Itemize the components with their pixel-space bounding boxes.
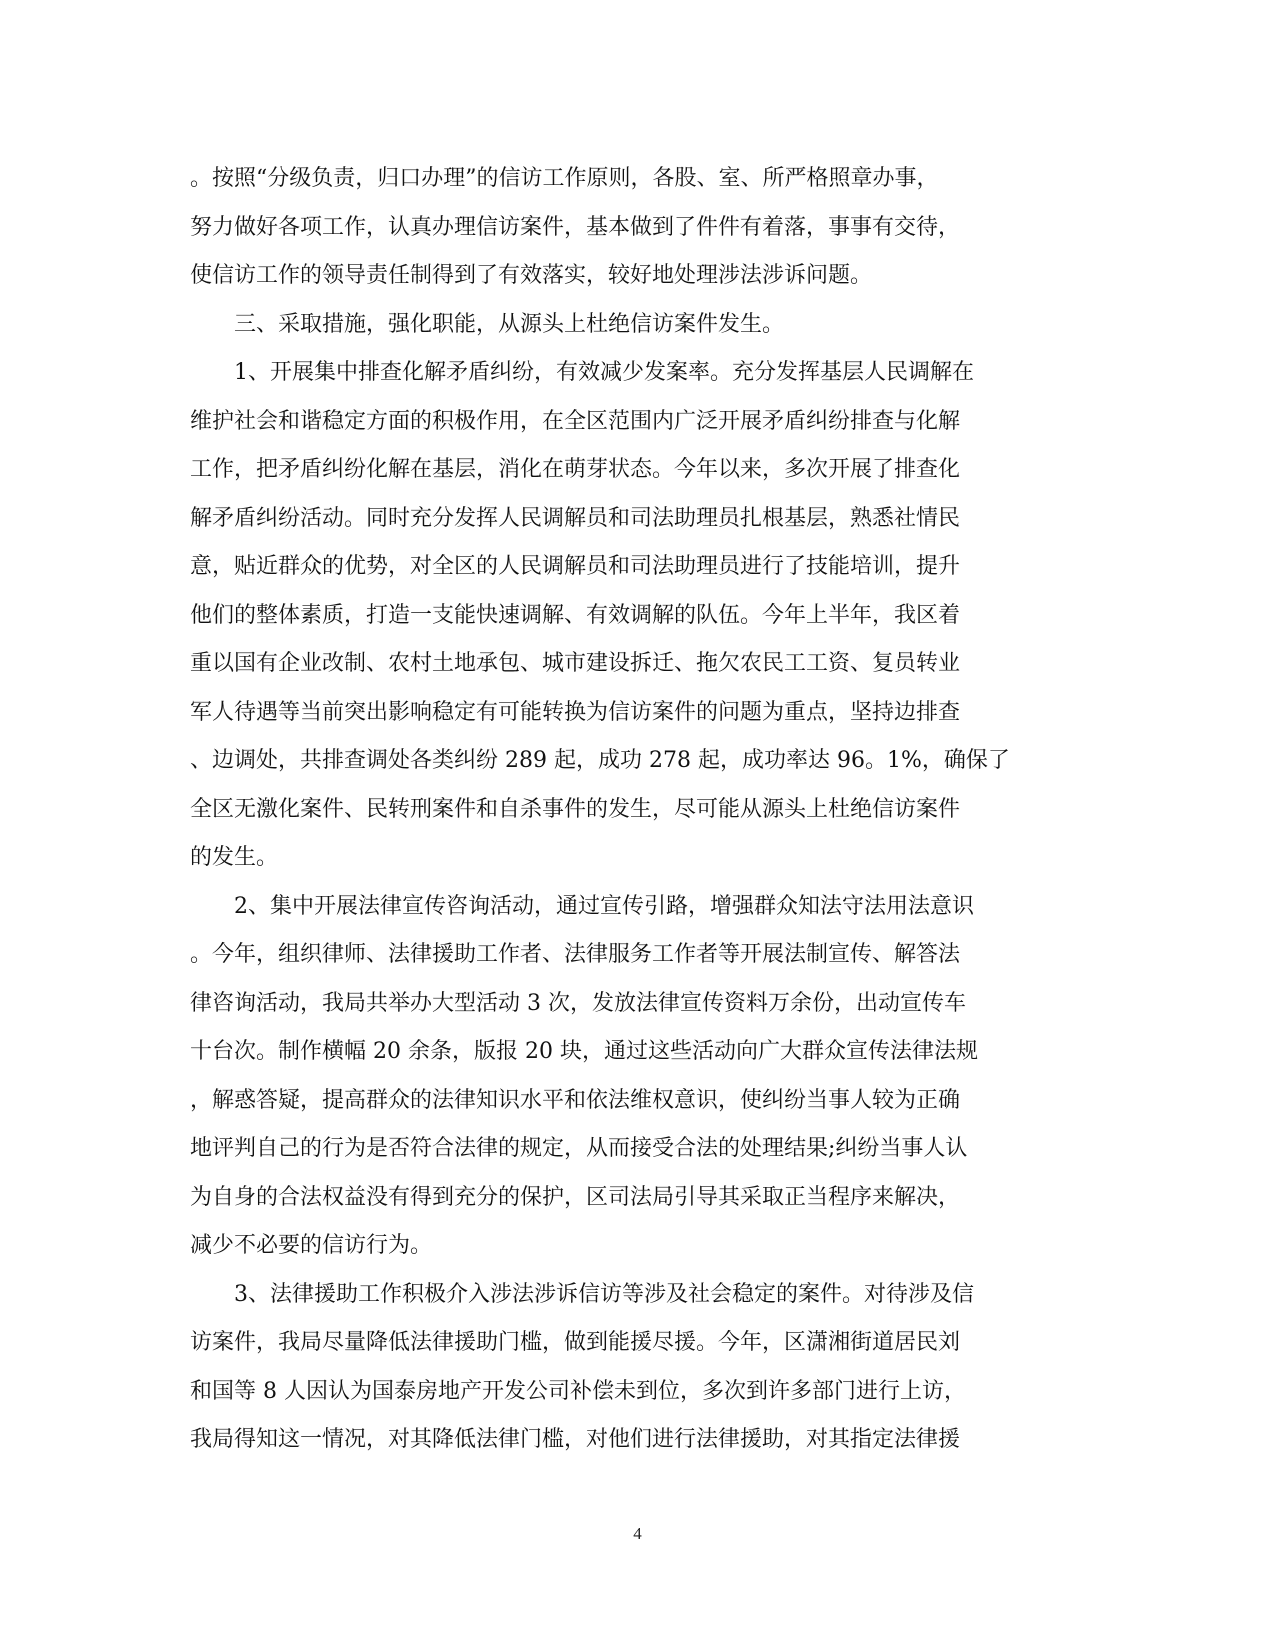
text-line: 3、法律援助工作积极介入涉法涉诉信访等涉及社会稳定的案件。对待涉及信	[234, 1281, 974, 1307]
text-line: 的发生。	[190, 845, 279, 870]
text-line: 使信访工作的领导责任制得到了有效落实，较好地处理涉法涉诉问题。	[190, 263, 873, 288]
text-line: 解矛盾纠纷活动。同时充分发挥人民调解员和司法助理员扎根基层，熟悉社情民	[190, 505, 961, 531]
text-line: 他们的整体素质，打造一支能快速调解、有效调解的队伍。今年上半年，我区着	[190, 602, 961, 628]
body-text	[190, 155, 1080, 1465]
text-line: ，解惑答疑，提高群众的法律知识水平和依法维权意识，使纠纷当事人较为正确	[190, 1087, 961, 1113]
text-line: 、边调处，共排查调处各类纠纷 289 起，成功 278 起，成功率达 96。1%，确保了	[190, 748, 1010, 773]
paragraph-continuation	[190, 155, 1080, 301]
text-line: 工作，把矛盾纠纷化解在基层，消化在萌芽状态。今年以来，多次开展了排查化	[190, 457, 961, 482]
text-line: 十台次。制作横幅 20 余条，版报 20 块，通过这些活动向广大群众宣传法律法规	[190, 1039, 978, 1064]
text-line: 军人待遇等当前突出影响稳定有可能转换为信访案件的问题为重点，坚持边排查	[190, 699, 961, 725]
text-line: 全区无激化案件、民转刑案件和自杀事件的发生，尽可能从源头上杜绝信访案件	[190, 796, 961, 822]
text-line: 2、集中开展法律宣传咨询活动，通过宣传引路，增强群众知法守法用法意识	[234, 893, 974, 919]
text-line: 减少不必要的信访行为。	[190, 1233, 433, 1258]
text-line: 。按照“分级负责，归口办理”的信访工作原则，各股、室、所严格照章办事，	[190, 166, 939, 191]
text-line: 访案件，我局尽量降低法律援助门槛，做到能援尽援。今年，区潇湘街道居民刘	[190, 1330, 961, 1355]
paragraph-item-1	[190, 349, 1080, 883]
text-line: 三、采取措施，强化职能，从源头上杜绝信访案件发生。	[234, 311, 785, 337]
text-line: 努力做好各项工作，认真办理信访案件，基本做到了件件有着落，事事有交待，	[190, 214, 961, 240]
text-line: 我局得知这一情况，对其降低法律门槛，对他们进行法律援助，对其指定法律援	[190, 1427, 961, 1452]
paragraph-item-2	[190, 883, 1080, 1271]
text-line: 为自身的合法权益没有得到充分的保护，区司法局引导其采取正当程序来解决，	[190, 1184, 961, 1210]
text-line: 1、开展集中排查化解矛盾纠纷，有效减少发案率。充分发挥基层人民调解在	[234, 360, 974, 385]
text-line: 维护社会和谐稳定方面的积极作用，在全区范围内广泛开展矛盾纠纷排查与化解	[190, 408, 961, 434]
text-line: 重以国有企业改制、农村土地承包、城市建设拆迁、拖欠农民工工资、复员转业	[190, 651, 961, 676]
section-heading-3	[190, 301, 1080, 350]
text-line: 意，贴近群众的优势，对全区的人民调解员和司法助理员进行了技能培训，提升	[190, 554, 961, 579]
paragraph-item-3	[190, 1271, 1080, 1465]
text-line: 和国等 8 人因认为国泰房地产开发公司补偿未到位，多次到许多部门进行上访，	[190, 1378, 966, 1404]
text-line: 地评判自己的行为是否符合法律的规定，从而接受合法的处理结果;纠纷当事人认	[190, 1136, 968, 1161]
page-number: 4	[633, 1524, 642, 1543]
text-line: 。今年，组织律师、法律援助工作者、法律服务工作者等开展法制宣传、解答法	[190, 942, 961, 967]
text-line: 律咨询活动，我局共举办大型活动 3 次，发放法律宣传资料万余份，出动宣传车	[190, 990, 966, 1016]
